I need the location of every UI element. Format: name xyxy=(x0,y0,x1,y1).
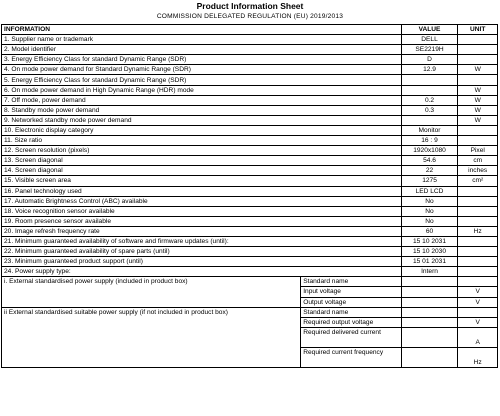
row-label: 10. Electronic display category xyxy=(2,125,402,135)
row-value: 60 xyxy=(401,226,458,236)
row-value: D xyxy=(401,55,458,65)
row-label: 8. Standby mode power demand xyxy=(2,105,402,115)
table-row xyxy=(2,105,498,115)
row-value: 1275 xyxy=(401,176,458,186)
row-unit: cm xyxy=(458,156,498,166)
table-row xyxy=(2,226,498,236)
row-value: 16 : 9 xyxy=(401,136,458,146)
psu-external-item-label: Required delivered current xyxy=(301,327,401,347)
row-unit: W xyxy=(458,115,498,125)
row-unit xyxy=(458,196,498,206)
row-unit: W xyxy=(458,85,498,95)
row-unit: Hz xyxy=(458,226,498,236)
row-label: 24. Power supply type: xyxy=(2,267,402,277)
psu-external-item-label: Required current frequency xyxy=(301,347,401,367)
table-row xyxy=(2,156,498,166)
row-unit xyxy=(458,45,498,55)
psu-external-item-unit: V xyxy=(458,317,498,327)
psu-internal-row xyxy=(2,277,498,287)
sheet-subtitle: COMMISSION DELEGATED REGULATION (EU) 2019/2013 xyxy=(156,13,344,20)
row-label: 6. On mode power demand in High Dynamic Range (HDR) mode xyxy=(2,85,402,95)
psu-internal-item-label: Standard name xyxy=(301,277,401,287)
row-unit xyxy=(458,75,498,85)
row-unit xyxy=(458,267,498,277)
row-label: 16. Panel technology used xyxy=(2,186,402,196)
row-value: No xyxy=(401,206,458,216)
table-row xyxy=(2,85,498,95)
row-unit: W xyxy=(458,105,498,115)
row-unit: cm² xyxy=(458,176,498,186)
psu-internal-item-label: Output voltage xyxy=(301,297,401,307)
row-value: LED LCD xyxy=(401,186,458,196)
row-label: 14. Screen diagonal xyxy=(2,166,402,176)
psu-external-item-value xyxy=(401,347,458,367)
table-row xyxy=(2,236,498,246)
table-row xyxy=(2,136,498,146)
row-value: 15 10 2031 xyxy=(401,236,458,246)
row-value: 0.3 xyxy=(401,105,458,115)
row-value: SE2219H xyxy=(401,45,458,55)
row-label: 3. Energy Efficiency Class for standard Dynamic Range (SDR) xyxy=(2,55,402,65)
row-unit xyxy=(458,136,498,146)
row-value: 54.6 xyxy=(401,156,458,166)
table-row xyxy=(2,196,498,206)
table-row xyxy=(2,206,498,216)
row-label: 7. Off mode, power demand xyxy=(2,95,402,105)
table-row xyxy=(2,146,498,156)
table-row xyxy=(2,55,498,65)
row-value xyxy=(401,115,458,125)
psu-internal-item-value xyxy=(401,287,458,297)
row-label: 13. Screen diagonal xyxy=(2,156,402,166)
row-label: 21. Minimum guaranteed availability of software and firmware updates (until): xyxy=(2,236,402,246)
psu-external-item-value xyxy=(401,317,458,327)
table-row xyxy=(2,65,498,75)
row-unit: Pixel xyxy=(458,146,498,156)
row-unit xyxy=(458,35,498,45)
row-value xyxy=(401,85,458,95)
row-value: Monitor xyxy=(401,125,458,135)
row-unit xyxy=(458,247,498,257)
row-unit: W xyxy=(458,65,498,75)
table-row xyxy=(2,35,498,45)
psu-external-item-value xyxy=(401,327,458,347)
psu-external-item-unit: A xyxy=(458,327,498,347)
row-value: 0.2 xyxy=(401,95,458,105)
table-row xyxy=(2,166,498,176)
table-row xyxy=(2,95,498,105)
psu-external-item-unit xyxy=(458,307,498,317)
header-information: INFORMATION xyxy=(2,25,402,35)
sheet-title: Product Information Sheet xyxy=(196,1,304,11)
psu-internal-item-label: Input voltage xyxy=(301,287,401,297)
row-unit: W xyxy=(458,95,498,105)
psu-internal-item-unit xyxy=(458,277,498,287)
table-header-row xyxy=(2,25,498,35)
psu-external-item-label: Required output voltage xyxy=(301,317,401,327)
information-table xyxy=(1,24,498,368)
row-value: 15 10 2030 xyxy=(401,247,458,257)
row-unit xyxy=(458,125,498,135)
header-unit: UNIT xyxy=(458,25,498,35)
row-value: Intern xyxy=(401,267,458,277)
row-label: 22. Minimum guaranteed availability of spare parts (until) xyxy=(2,247,402,257)
table-row xyxy=(2,267,498,277)
row-label: 4. On mode power demand for Standard Dynamic Range (SDR) xyxy=(2,65,402,75)
row-value: 1920x1080 xyxy=(401,146,458,156)
psu-internal-item-value xyxy=(401,277,458,287)
row-value: 15 01 2031 xyxy=(401,257,458,267)
psu-internal-item-unit: V xyxy=(458,297,498,307)
row-value: DELL xyxy=(401,35,458,45)
table-row xyxy=(2,115,498,125)
row-label: 9. Networked standby mode power demand xyxy=(2,115,402,125)
table-row xyxy=(2,247,498,257)
table-row xyxy=(2,45,498,55)
table-row xyxy=(2,176,498,186)
row-label: 11. Size ratio xyxy=(2,136,402,146)
psu-external-item-unit: Hz xyxy=(458,347,498,367)
row-unit xyxy=(458,257,498,267)
table-row xyxy=(2,216,498,226)
row-label: 15. Visible screen area xyxy=(2,176,402,186)
row-unit xyxy=(458,186,498,196)
table-row xyxy=(2,257,498,267)
row-unit xyxy=(458,55,498,65)
row-unit xyxy=(458,216,498,226)
row-label: 17. Automatic Brightness Control (ABC) available xyxy=(2,196,402,206)
row-value: 12.9 xyxy=(401,65,458,75)
row-value: 22 xyxy=(401,166,458,176)
psu-internal-label: i. External standardised power supply (included in product box) xyxy=(2,277,301,307)
row-value: No xyxy=(401,196,458,206)
psu-internal-item-unit: V xyxy=(458,287,498,297)
row-value xyxy=(401,75,458,85)
psu-external-row xyxy=(2,307,498,317)
header-value: VALUE xyxy=(401,25,458,35)
row-label: 19. Room presence sensor available xyxy=(2,216,402,226)
row-label: 2. Model identifier xyxy=(2,45,402,55)
row-unit: inches xyxy=(458,166,498,176)
psu-external-item-value xyxy=(401,307,458,317)
table-row xyxy=(2,125,498,135)
row-label: 5. Energy Efficiency Class for standard Dynamic Range (SDR) xyxy=(2,75,402,85)
psu-internal-item-value xyxy=(401,297,458,307)
row-unit xyxy=(458,236,498,246)
row-label: 20. Image refresh frequency rate xyxy=(2,226,402,236)
row-label: 23. Minimum guaranteed product support (until) xyxy=(2,257,402,267)
table-row xyxy=(2,186,498,196)
row-unit xyxy=(458,206,498,216)
row-value: No xyxy=(401,216,458,226)
row-label: 1. Supplier name or trademark xyxy=(2,35,402,45)
psu-external-label: ii External standardised suitable power supply (if not included in product box) xyxy=(2,307,301,367)
row-label: 18. Voice recognition sensor available xyxy=(2,206,402,216)
row-label: 12. Screen resolution (pixels) xyxy=(2,146,402,156)
psu-external-item-label: Standard name xyxy=(301,307,401,317)
table-row xyxy=(2,75,498,85)
